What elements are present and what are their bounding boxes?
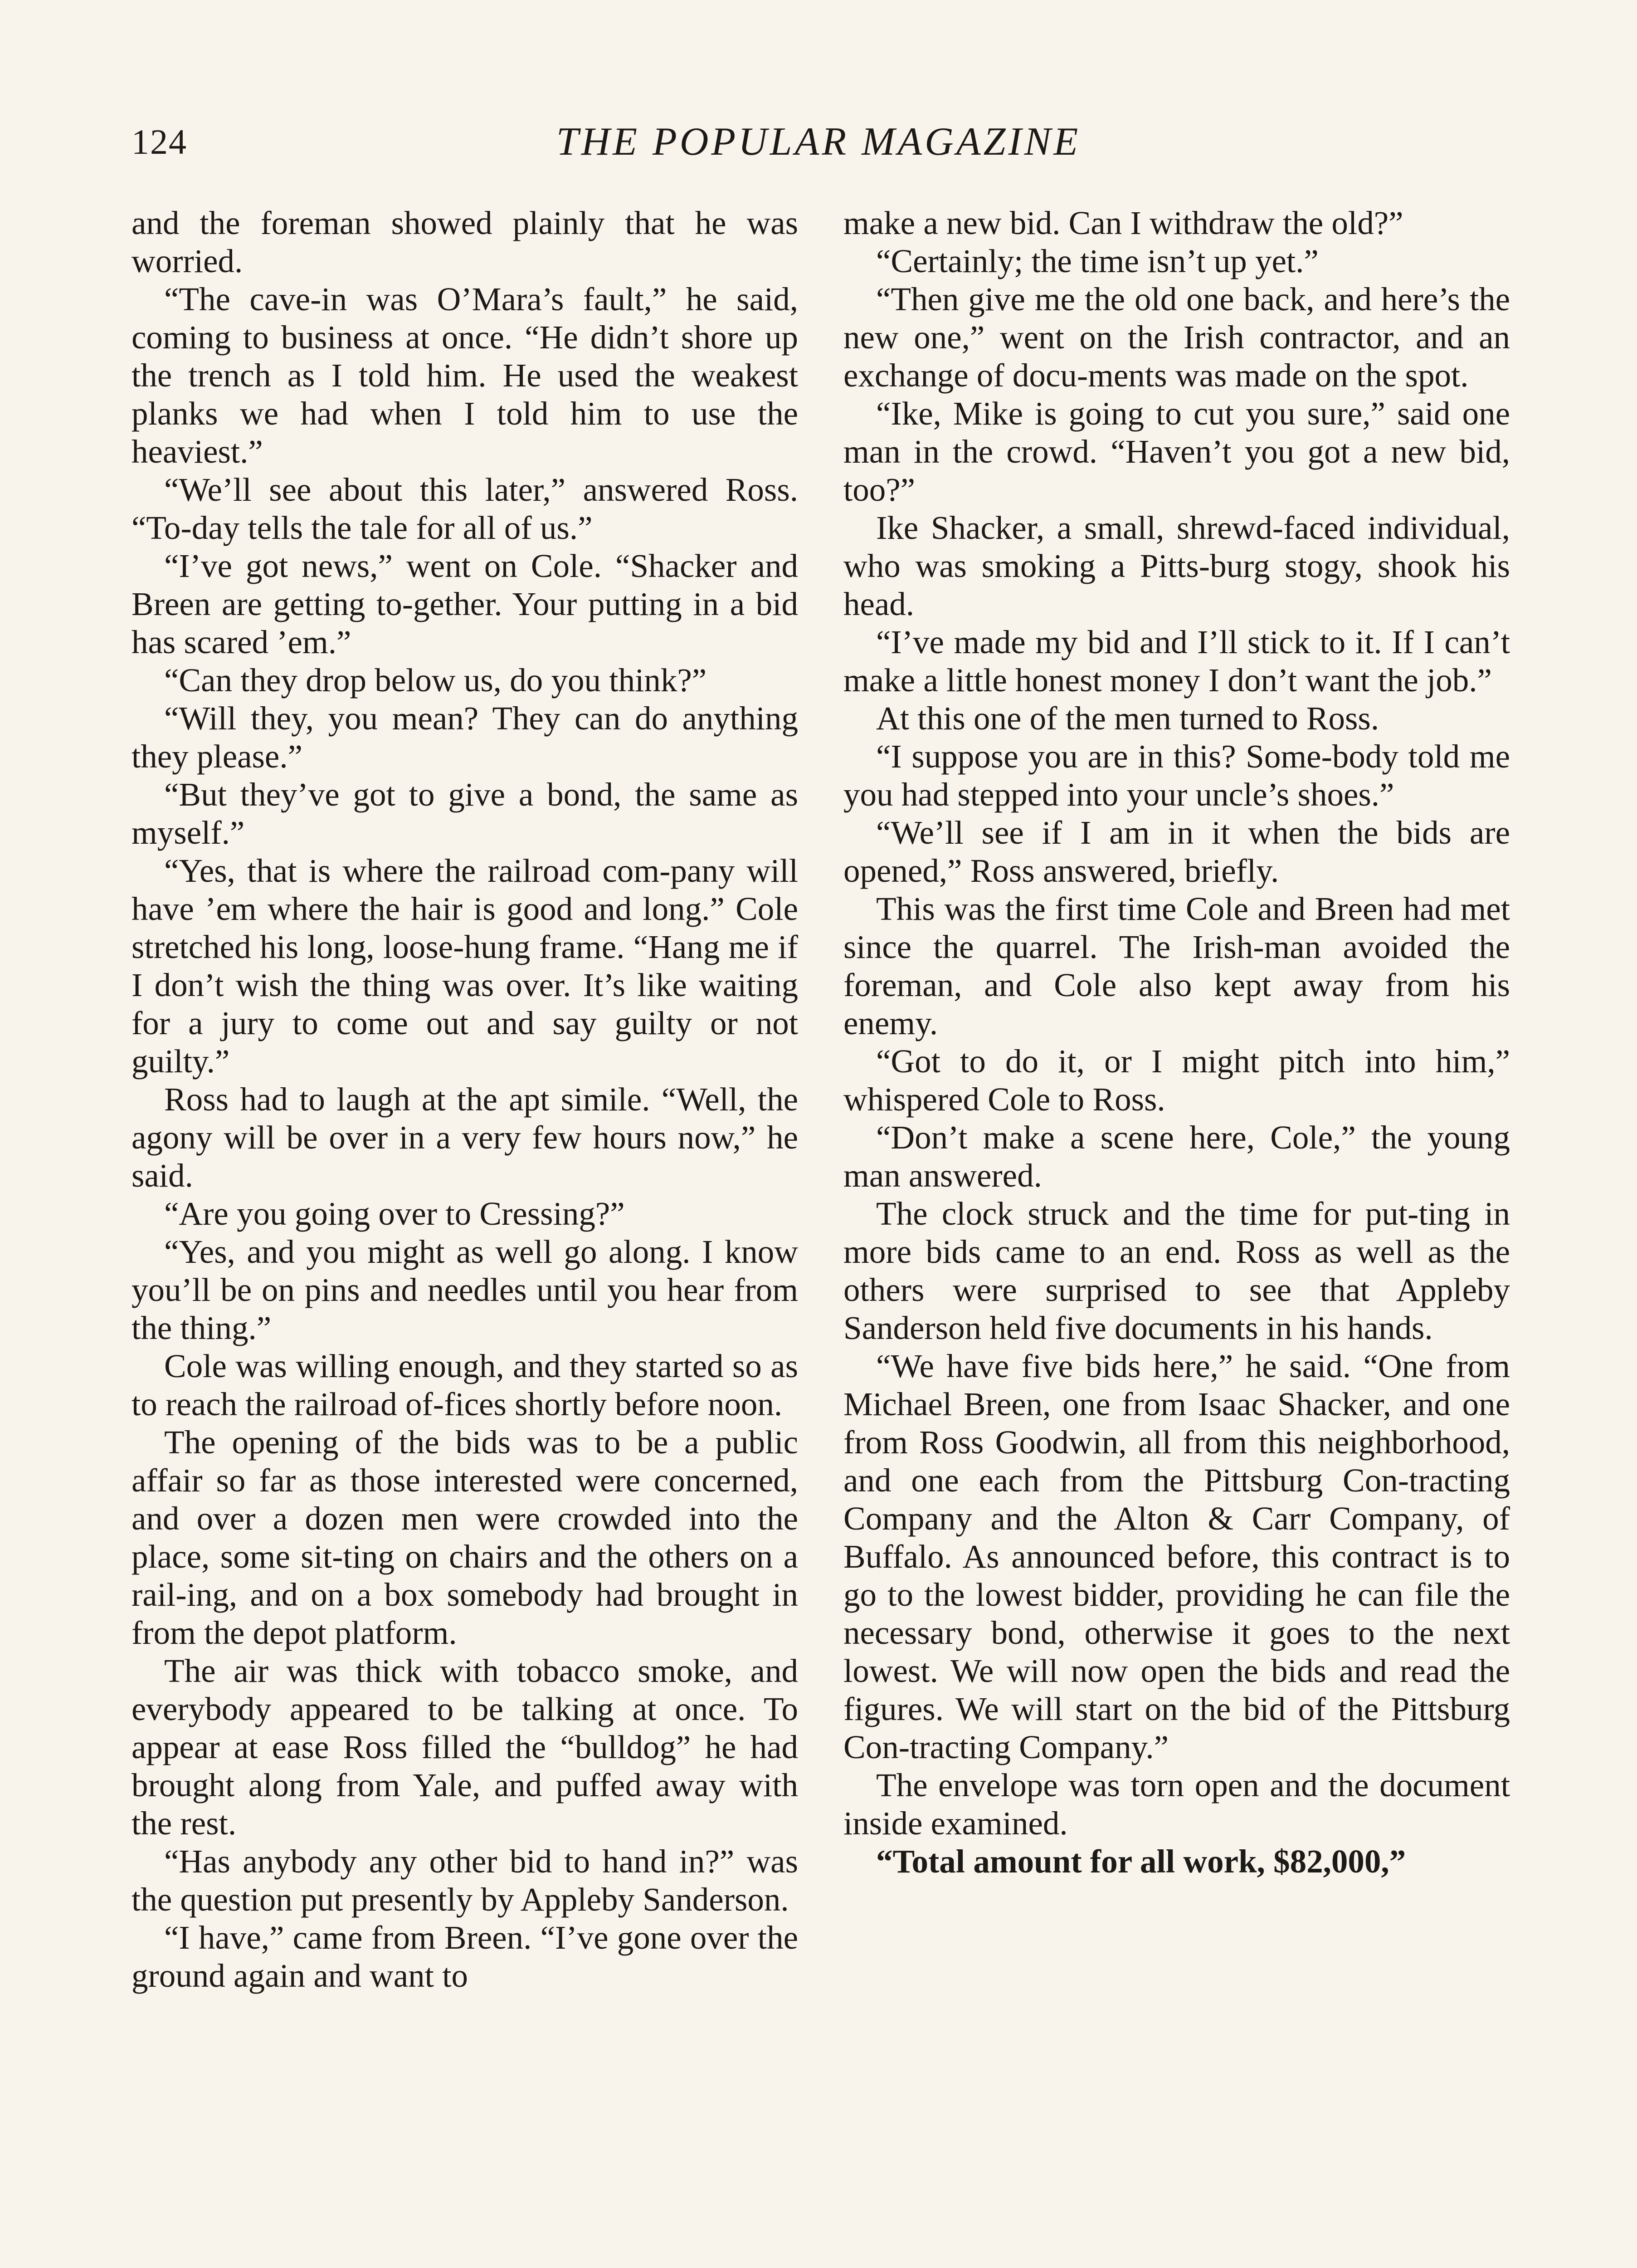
page-number: 124 xyxy=(132,122,187,161)
paragraph: “Will they, you mean? They can do anything they please.” xyxy=(132,700,798,775)
paragraph: “Certainly; the time isn’t up yet.” xyxy=(876,243,1319,279)
paragraph: “Has anybody any other bid to hand in?” was the question put presently by Appleby Sanderson. xyxy=(132,1843,798,1918)
right-text-column xyxy=(843,204,1510,1881)
paragraph: “I’ve got news,” went on Cole. “Shacker and Breen are getting to-gether. Your putting in a bid has scared ’em.” xyxy=(132,547,798,660)
running-title: THE POPULAR MAGAZINE xyxy=(556,120,1081,164)
paragraph: Ike Shacker, a small, shrewd-faced individual, who was smoking a Pitts-burg stogy, shook his head. xyxy=(843,509,1510,622)
paragraph: “Yes, that is where the railroad com-pany will have ’em where the hair is good and long.” Cole stretched his long, loose-hung frame. “Hang me if I don’t wish the thing was over. It’s like waiting for a jury to come out and say guilty or not guilty.” xyxy=(132,852,798,1080)
paragraph: “Then give me the old one back, and here’s the new one,” went on the Irish contractor, and an exchange of docu-ments was made on the spot. xyxy=(843,281,1510,394)
paragraph: “Yes, and you might as well go along. I know you’ll be on pins and needles until you hear from the thing.” xyxy=(132,1233,798,1346)
paragraph: “Ike, Mike is going to cut you sure,” said one man in the crowd. “Haven’t you got a new bid, too?” xyxy=(843,395,1510,508)
paragraph: “We have five bids here,” he said. “One from Michael Breen, one from Isaac Shacker, and one from Ross Goodwin, all from this neighborhood, and one each from the Pittsburg Con-tracting Company and the Alton & Carr Company, of Buffalo. As announced before, this contract is to go to the lowest bidder, providing he can file the necessary bond, otherwise it goes to the next lowest. We will now open the bids and read the figures. We will start on the bid of the Pittsburg Con-tracting Company.” xyxy=(843,1348,1510,1765)
paragraph: The envelope was torn open and the document inside examined. xyxy=(843,1767,1510,1842)
paragraph: make a new bid. Can I withdraw the old?” xyxy=(843,205,1403,241)
paragraph: “I suppose you are in this? Some-body told me you had stepped into your uncle’s shoes.” xyxy=(843,738,1510,813)
left-text-column xyxy=(132,204,798,1995)
paragraph: The opening of the bids was to be a public affair so far as those interested were concerned, and over a dozen men were crowded into the place, some sit-ting on chairs and the others on a rail-ing, and on a box somebody had brought in from the depot platform. xyxy=(132,1424,798,1651)
paragraph: At this one of the men turned to Ross. xyxy=(876,700,1379,737)
paragraph: “Don’t make a scene here, Cole,” the young man answered. xyxy=(843,1119,1510,1194)
paragraph: “Can they drop below us, do you think?” xyxy=(164,662,707,699)
paragraph: “I have,” came from Breen. “I’ve gone over the ground again and want to xyxy=(132,1919,798,1994)
paragraph: “Got to do it, or I might pitch into him,” whispered Cole to Ross. xyxy=(843,1043,1510,1118)
paragraph: This was the first time Cole and Breen had met since the quarrel. The Irish-man avoided the foreman, and Cole also kept away from his enemy. xyxy=(843,890,1510,1041)
paragraph: and the foreman showed plainly that he was worried. xyxy=(132,205,798,279)
paragraph: “Total amount for all work, $82,000,” xyxy=(876,1843,1406,1880)
paragraph: “We’ll see about this later,” answered Ross. “To-day tells the tale for all of us.” xyxy=(132,471,798,546)
paragraph: The clock struck and the time for put-ting in more bids came to an end. Ross as well as the others were surprised to see that Appleby Sanderson held five documents in his hands. xyxy=(843,1195,1510,1346)
paragraph: “But they’ve got to give a bond, the same as myself.” xyxy=(132,776,798,851)
paragraph: Cole was willing enough, and they started so as to reach the railroad of-fices shortly before noon. xyxy=(132,1348,798,1422)
paragraph: “Are you going over to Cressing?” xyxy=(164,1195,625,1232)
paragraph: “The cave-in was O’Mara’s fault,” he said, coming to business at once. “He didn’t shore up the trench as I told him. He used the weakest planks we had when I told him to use the heaviest.” xyxy=(132,281,798,470)
paragraph: “I’ve made my bid and I’ll stick to it. If I can’t make a little honest money I don’t want the job.” xyxy=(843,624,1510,699)
paragraph: Ross had to laugh at the apt simile. “Well, the agony will be over in a very few hours now,” he said. xyxy=(132,1081,798,1194)
paragraph: The air was thick with tobacco smoke, and everybody appeared to be talking at once. To appear at ease Ross filled the “bulldog” he had brought along from Yale, and puffed away with the rest. xyxy=(132,1652,798,1842)
paragraph: “We’ll see if I am in it when the bids are opened,” Ross answered, briefly. xyxy=(843,814,1510,889)
